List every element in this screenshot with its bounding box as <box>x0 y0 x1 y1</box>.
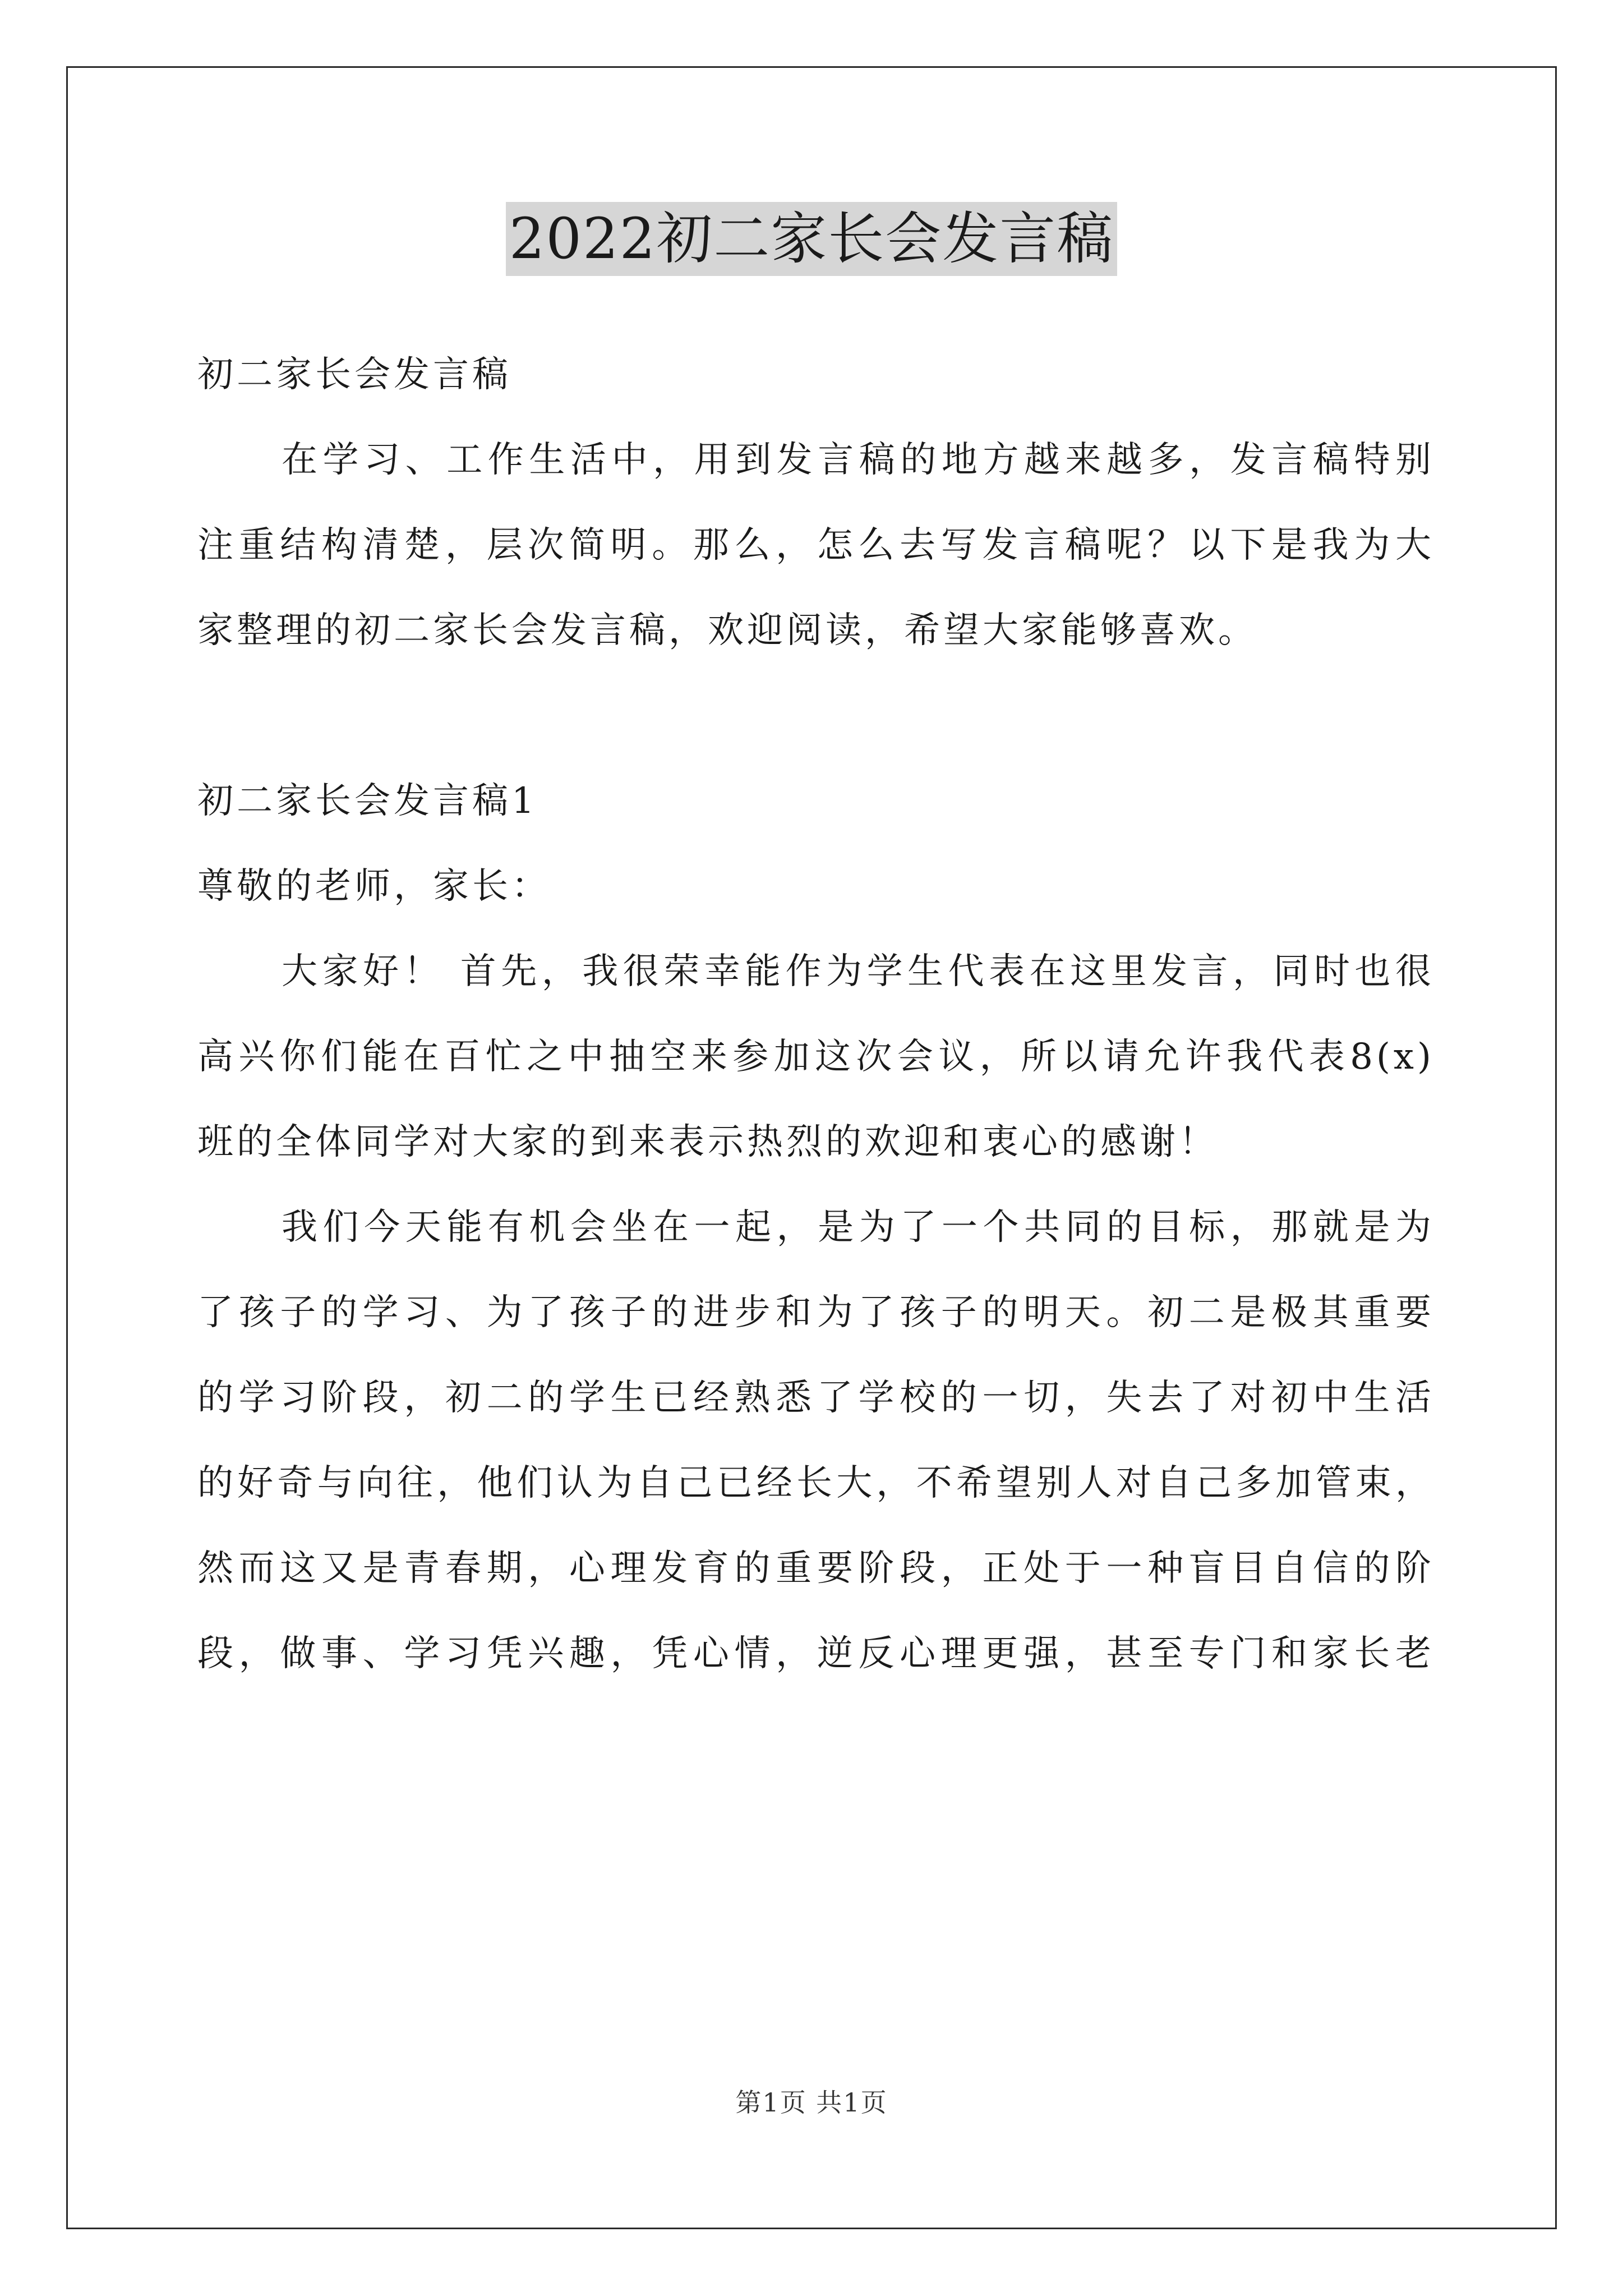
text-line: 班的全体同学对大家的到来表示热烈的欢迎和衷心的感谢！ <box>197 1121 1218 1163</box>
text-line: 了孩子的学习、为了孩子的进步和为了孩子的明天。初二是极其重要 <box>197 1292 1435 1333</box>
text-line: 在学习、工作生活中，用到发言稿的地方越来越多，发言稿特别 <box>282 439 1435 481</box>
text-line: 的好奇与向往，他们认为自己已经长大，不希望别人对自己多加管束， <box>197 1462 1435 1504</box>
document-body <box>197 332 1435 1696</box>
text-line: 初二家长会发言稿 <box>197 354 511 395</box>
text-line: 尊敬的老师，家长： <box>197 866 551 907</box>
text-line: 段，做事、学习凭兴趣，凭心情，逆反心理更强，甚至专门和家长老 <box>197 1633 1435 1674</box>
page-footer: 第1页 共1页 <box>735 2087 888 2118</box>
text-line: 的学习阶段，初二的学生已经熟悉了学校的一切，失去了对初中生活 <box>197 1377 1435 1419</box>
document-title: 2022初二家长会发言稿 <box>506 202 1118 276</box>
text-line: 家整理的初二家长会发言稿，欢迎阅读，希望大家能够喜欢。 <box>197 610 1257 651</box>
paragraph-gap <box>197 673 1435 758</box>
text-line: 大家好！ 首先，我很荣幸能作为学生代表在这里发言，同时也很 <box>282 951 1435 992</box>
text-line: 高兴你们能在百忙之中抽空来参加这次会议，所以请允许我代表8(x) <box>197 1036 1435 1078</box>
title-container <box>0 202 1623 276</box>
text-line: 然而这又是青春期，心理发育的重要阶段，正处于一种盲目自信的阶 <box>197 1548 1435 1589</box>
text-line: 初二家长会发言稿1 <box>197 780 538 822</box>
text-line: 注重结构清楚，层次简明。那么，怎么去写发言稿呢？以下是我为大 <box>197 524 1435 566</box>
text-line: 我们今天能有机会坐在一起，是为了一个共同的目标，那就是为 <box>282 1207 1435 1248</box>
